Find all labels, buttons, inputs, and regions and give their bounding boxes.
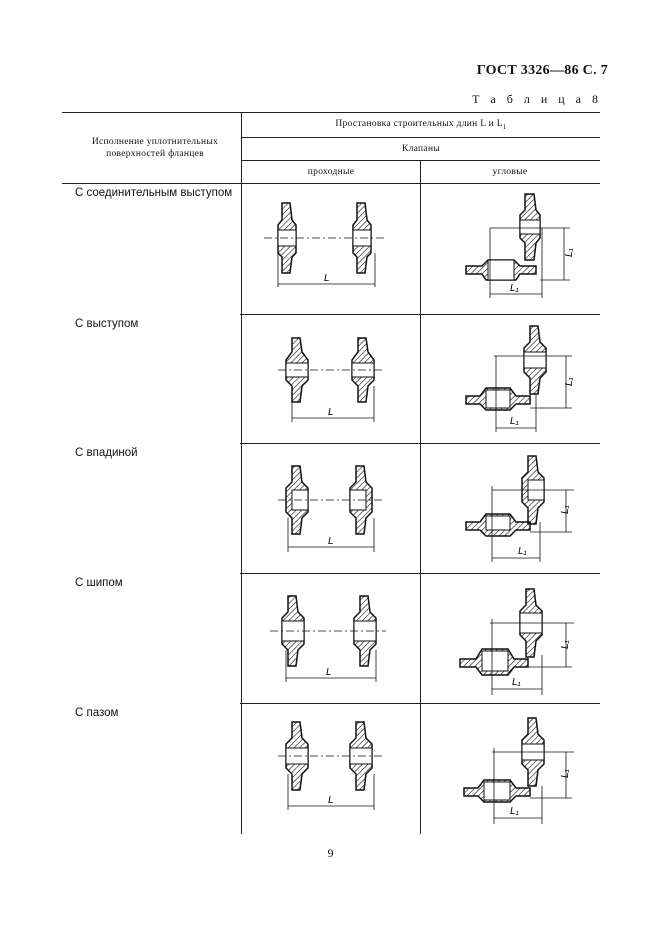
document-code: ГОСТ 3326—86 С. 7 — [476, 63, 608, 78]
angle-valve-drawing — [456, 583, 580, 698]
straight-valve-drawing — [278, 460, 388, 558]
row-label: С впадиной — [75, 447, 138, 459]
svg-text:L₁: L₁ — [560, 769, 571, 778]
row-label: С шипом — [75, 577, 123, 589]
row-label: С пазом — [75, 707, 119, 719]
row-label: С выступом — [75, 318, 139, 330]
angle-valve-drawing — [460, 712, 580, 827]
svg-text:L: L — [328, 536, 334, 547]
sub-header: Клапаны — [401, 144, 441, 154]
row-label: С соединительным выступом — [75, 187, 233, 199]
col-divider-1 — [241, 112, 242, 834]
table-number: Т а б л и ц а 8 — [472, 92, 602, 106]
svg-text:L₁: L₁ — [510, 806, 519, 817]
col-divider-2 — [420, 160, 421, 834]
col1-header: Исполнение уплотнительных поверхностей фланцев — [91, 137, 219, 159]
svg-text:L: L — [328, 407, 334, 418]
angle-valve-drawing — [460, 450, 580, 565]
col3-header: угловые — [492, 167, 528, 177]
svg-text:L₁: L₁ — [518, 546, 527, 557]
svg-text:L₁: L₁ — [510, 283, 519, 294]
straight-valve-drawing — [278, 718, 388, 816]
page-number: 9 — [327, 846, 334, 860]
group-header-text: Простановка строительных длин L и L — [335, 119, 503, 129]
col2-header: проходные — [307, 167, 355, 177]
svg-text:L₁: L₁ — [564, 377, 575, 386]
group-header-sub: 1 — [502, 122, 507, 131]
header-divider-2 — [242, 160, 600, 161]
straight-valve-drawing — [268, 590, 388, 688]
svg-text:L₁: L₁ — [564, 248, 575, 257]
table-top-border — [62, 112, 600, 113]
header-divider-1 — [242, 137, 600, 138]
svg-text:L₁: L₁ — [512, 677, 521, 688]
header-bottom-border — [62, 183, 600, 184]
angle-valve-drawing — [460, 320, 580, 435]
straight-valve-drawing — [278, 330, 388, 428]
svg-text:L₁: L₁ — [560, 640, 571, 649]
angle-valve-drawing — [460, 188, 580, 298]
svg-text:L: L — [328, 795, 334, 806]
group-header — [242, 118, 600, 133]
straight-valve-drawing — [262, 195, 392, 293]
dim-L: L — [324, 273, 330, 284]
svg-text:L₁: L₁ — [510, 416, 519, 427]
svg-text:L: L — [326, 667, 332, 678]
svg-text:L₁: L₁ — [560, 505, 571, 514]
